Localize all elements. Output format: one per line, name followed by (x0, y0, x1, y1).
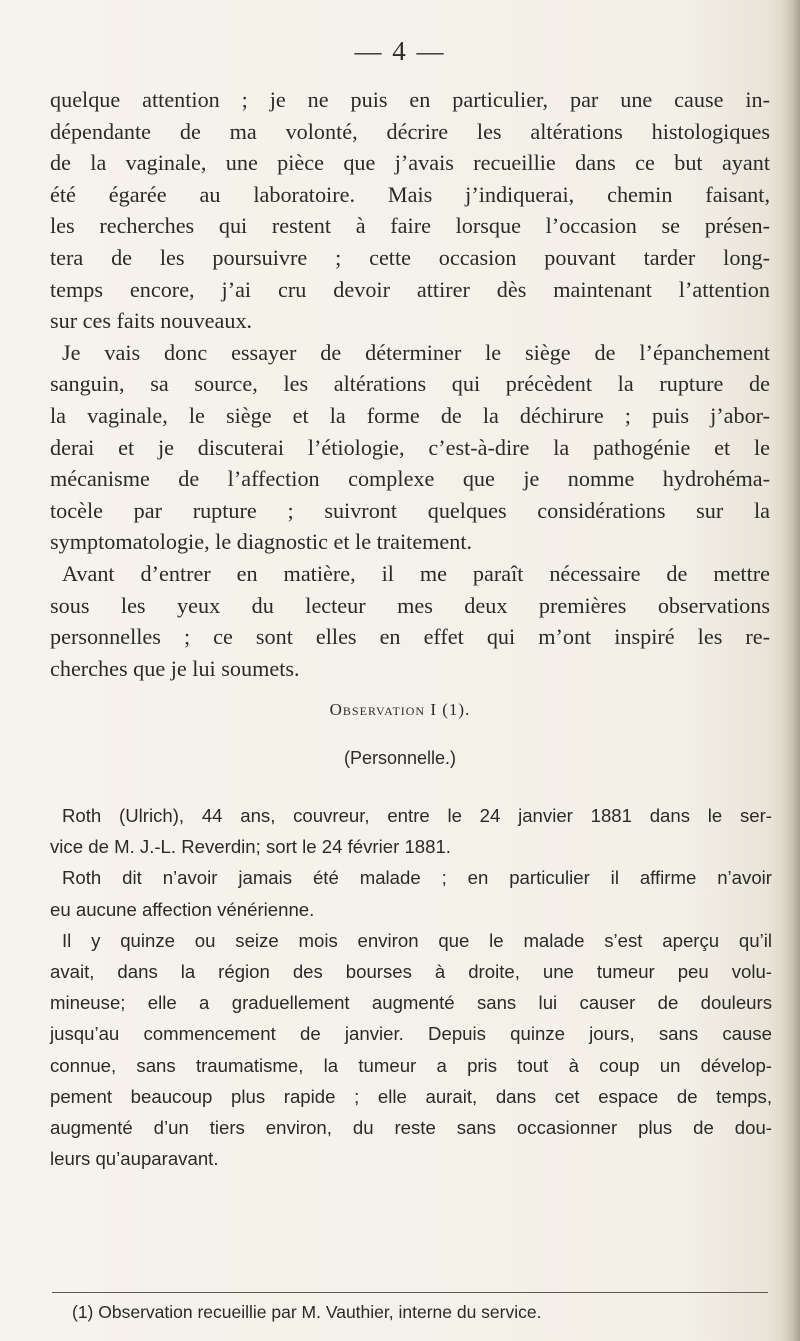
page-edge-shadow (782, 0, 800, 1341)
observation-line: Roth (Ulrich), 44 ans, couvreur, entre le 24 janvier 1881 dans le ser- (62, 805, 772, 826)
text-line: tocèle par rupture ; suivront quelques considérations sur la (50, 497, 770, 523)
observation-line: augmenté d’un tiers environ, du reste sans occasionner plus de dou- (50, 1117, 772, 1139)
observation-line: vice de M. J.-L. Reverdin; sort le 24 février 1881. (50, 836, 451, 858)
text-line: mécanisme de l’affection complexe que je nomme hydrohéma- (50, 466, 770, 492)
text-line: de la vaginale, une pièce que j’avais recueillie dans ce but ayant (50, 150, 770, 176)
text-line: symptomatologie, le diagnostic et le traitement. (50, 529, 473, 555)
text-line: cherches que je lui soumets. (50, 655, 300, 681)
text-line: été égarée au laboratoire. Mais j’indiquerai, chemin faisant, (50, 181, 770, 207)
text-line: dépendante de ma volonté, décrire les altérations histologiques (50, 118, 770, 144)
page-number: — 4 — (354, 36, 446, 66)
text-line: les recherches qui restent à faire lorsque l’occasion se présen- (50, 213, 770, 239)
observation-line: eu aucune affection vénérienne. (50, 898, 315, 920)
text-line: temps encore, j’ai cru devoir attirer dès maintenant l’attention (50, 276, 770, 302)
text-line: sous les yeux du lecteur mes deux premières observations (50, 592, 770, 618)
observation-line: avait, dans la région des bourses à droite, une tumeur peu volu- (50, 961, 772, 983)
observation-line: jusqu’au commencement de janvier. Depuis quinze jours, sans cause (50, 1023, 772, 1045)
observation-subtitle: (Personnelle.) (343, 748, 457, 768)
text-line: sur ces faits nouveaux. (50, 308, 253, 334)
text-line: sanguin, sa source, les altérations qui précèdent la rupture de (50, 371, 770, 397)
main-text-block (50, 84, 770, 684)
footnote: (1) Observation recueillie par M. Vauthier, interne du service. (72, 1302, 542, 1322)
text-line: derai et je discuterai l’étiologie, c’est-à-dire la pathogénie et le (50, 434, 770, 460)
observation-title: Observation I (1). (329, 700, 471, 719)
observation-text-block (50, 800, 772, 1174)
observation-line: pement beaucoup plus rapide ; elle aurait, dans cet espace de temps, (50, 1085, 772, 1107)
text-line: Je vais donc essayer de déterminer le siège de l’épanchement (62, 339, 770, 365)
observation-line: Il y quinze ou seize mois environ que le malade s’est aperçu qu’il (62, 929, 772, 951)
text-line: personnelles ; ce sont elles en effet qui m’ont inspiré les re- (50, 624, 770, 650)
observation-line: Roth dit n’avoir jamais été malade ; en particulier il affirme n’avoir (62, 867, 772, 889)
text-line: quelque attention ; je ne puis en particulier, par une cause in- (50, 87, 770, 112)
observation-line: connue, sans traumatisme, la tumeur a pris tout à coup un dévelop- (50, 1054, 772, 1076)
text-line: Avant d’entrer en matière, il me paraît nécessaire de mettre (62, 560, 770, 586)
footnote-divider (52, 1292, 768, 1293)
observation-line: mineuse; elle a graduellement augmenté sans lui causer de douleurs (50, 992, 772, 1014)
text-line: la vaginale, le siège et la forme de la déchirure ; puis j’abor- (50, 402, 770, 428)
text-line: tera de les poursuivre ; cette occasion pouvant tarder long- (50, 244, 770, 270)
observation-line: leurs qu’auparavant. (50, 1148, 219, 1170)
